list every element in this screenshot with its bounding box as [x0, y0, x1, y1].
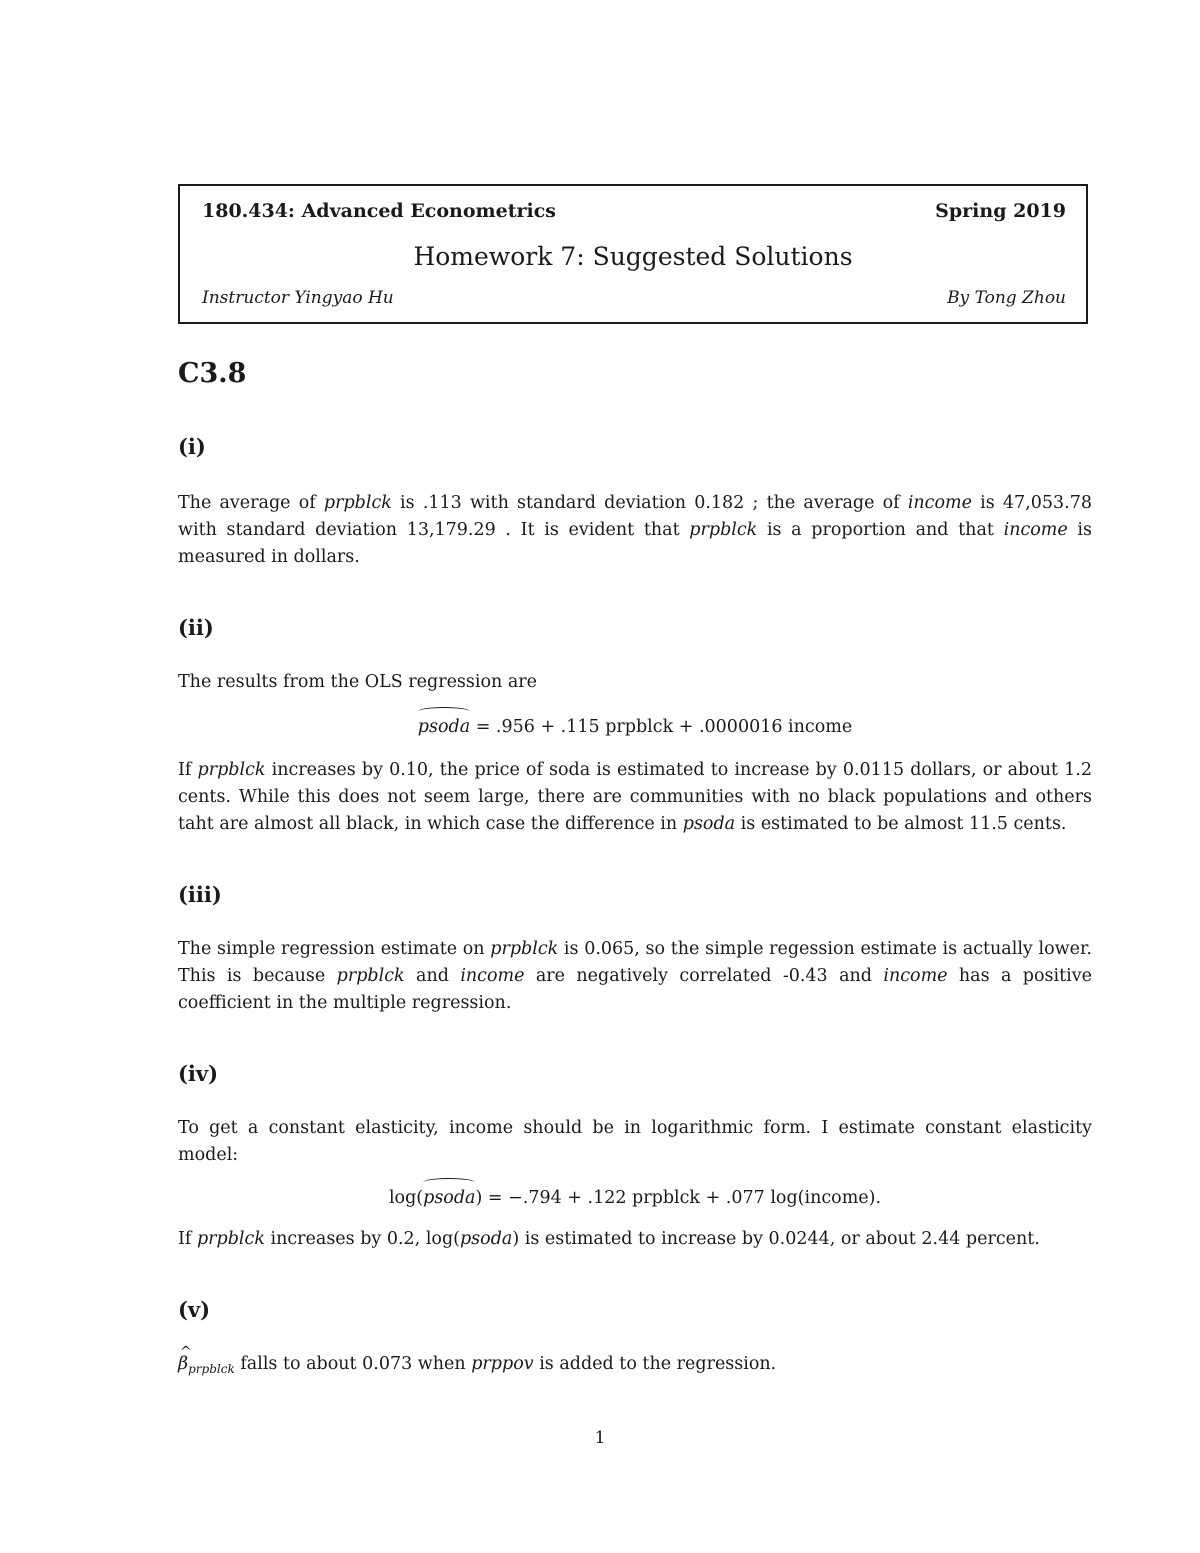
part-iii-heading: (iii)	[178, 882, 222, 907]
instructor-label: Instructor Yingyao Hu	[202, 288, 394, 308]
term-label: Spring 2019	[935, 200, 1066, 222]
part-ii-paragraph: If prpblck increases by 0.10, the price of soda is estimated to increase by 0.0115 dollars, or about 1.2 cents. While this does not seem large, there are communities with no black populations and others taht are almost all black, in which case the difference in psoda is estimated to be almost 11.5 cents.	[178, 760, 1093, 834]
document-body	[178, 354, 1092, 1383]
log-equation: log(psoda) = −.794 + .122 prpblck + .077 log(income).	[178, 1185, 1092, 1212]
document-title: Homework 7: Suggested Solutions	[413, 242, 853, 271]
part-iii-paragraph: The simple regression estimate on prpblck is 0.065, so the simple regession estimate is actually lower. This is because prpblck and income are negatively correlated -0.43 and income has a positive coefficient in the multiple regression.	[178, 939, 1092, 1013]
part-i-paragraph: The average of prpblck is .113 with standard deviation 0.182 ; the average of income is 47,053.78 with standard deviation 13,179.29 . It is evident that prpblck is a proportion and that income is measured in dollars.	[178, 493, 1092, 567]
part-v-heading: (v)	[178, 1297, 211, 1322]
part-ii-intro: The results from the OLS regression are	[178, 672, 538, 692]
ols-equation: psoda = .956 + .115 prpblck + .0000016 income	[178, 714, 1092, 741]
section-heading: C3.8	[178, 358, 247, 389]
page-number: 1	[594, 1428, 606, 1448]
part-iv-heading: (iv)	[178, 1061, 219, 1086]
part-i-heading: (i)	[178, 434, 206, 459]
part-iv-intro: To get a constant elasticity, income should be in logarithmic form. I estimate constant elasticity model:	[178, 1118, 1092, 1165]
course-title: 180.434: Advanced Econometrics	[202, 200, 556, 222]
part-iv-paragraph: If prpblck increases by 0.2, log(psoda) is estimated to increase by 0.0244, or about 2.44 percent.	[178, 1229, 1040, 1249]
author-label: By Tong Zhou	[947, 288, 1066, 308]
part-ii-heading: (ii)	[178, 615, 214, 640]
document-header-box	[178, 184, 1088, 324]
part-v-paragraph: ^ $\beta_{prpblck}$ falls to about 0.073 when prppov is added to the regression.	[178, 1351, 1092, 1383]
